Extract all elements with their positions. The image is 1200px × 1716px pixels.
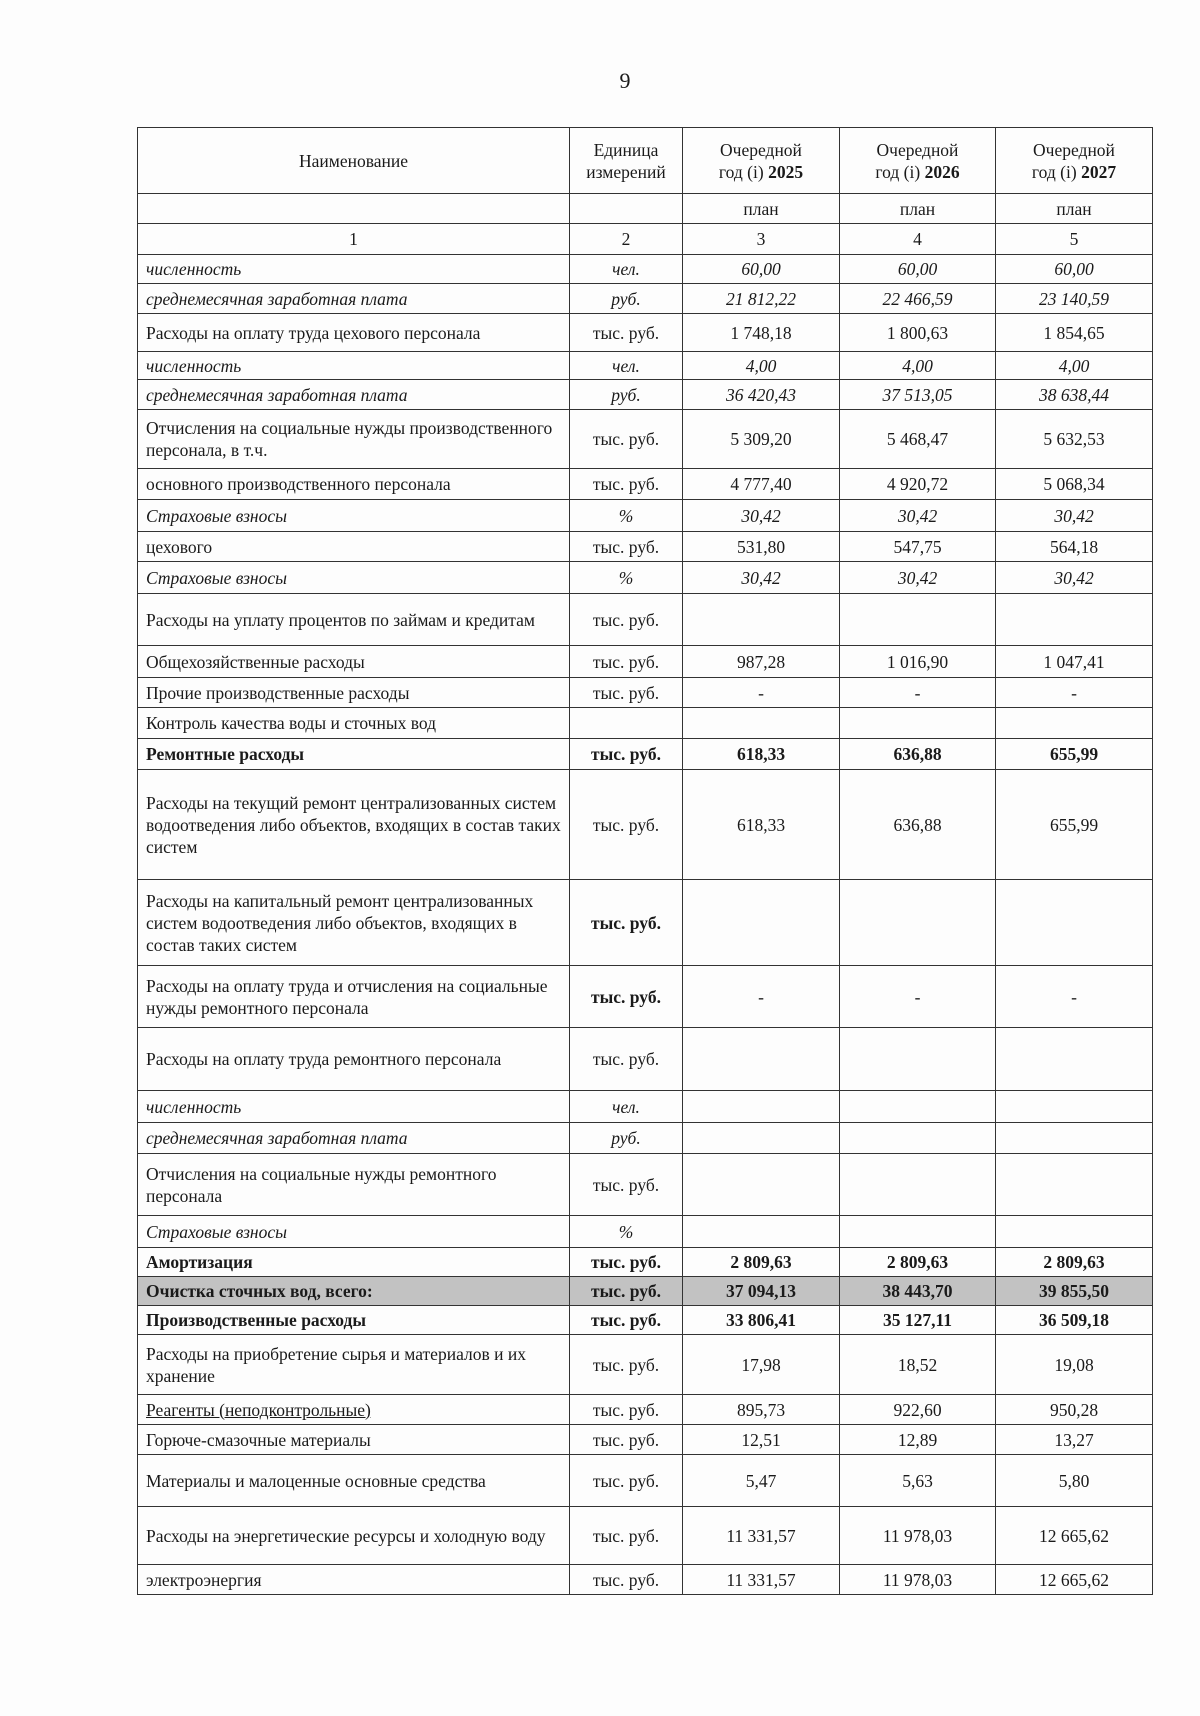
row-name: Ремонтные расходы [138,739,570,770]
row-value-2027 [996,1123,1153,1154]
row-value-2027: - [996,678,1153,708]
row-value-2025: 5,47 [683,1455,840,1507]
row-name: Производственные расходы [138,1306,570,1335]
row-value-2025: - [683,966,840,1028]
row-value-2025 [683,708,840,739]
row-name: Расходы на оплату труда ремонтного персонала [138,1028,570,1091]
row-name: среднемесячная заработная плата [138,1123,570,1154]
row-value-2026: 12,89 [840,1425,996,1455]
table-row [138,1425,1153,1455]
row-value-2026: 922,60 [840,1395,996,1425]
row-value-2027: 30,42 [996,500,1153,532]
row-value-2025 [683,880,840,966]
row-unit: тыс. руб. [570,532,683,562]
row-name: численность [138,1091,570,1123]
row-value-2026: 1 800,63 [840,314,996,352]
row-value-2027: - [996,966,1153,1028]
header-year-value: 2027 [1081,161,1117,182]
row-unit: тыс. руб. [570,678,683,708]
plan-label: план [996,194,1153,224]
column-number: 3 [683,224,840,255]
table-row [138,380,1153,410]
row-value-2026: 5 468,47 [840,410,996,469]
row-unit: тыс. руб. [570,1306,683,1335]
table-row [138,770,1153,880]
table-row [138,1091,1153,1123]
row-value-2026: - [840,678,996,708]
row-value-2026: 60,00 [840,255,996,284]
table-row [138,678,1153,708]
row-value-2027 [996,1091,1153,1123]
row-value-2027 [996,708,1153,739]
row-value-2027: 60,00 [996,255,1153,284]
row-value-2027: 655,99 [996,739,1153,770]
row-value-2025: 1 748,18 [683,314,840,352]
table-row [138,646,1153,678]
row-value-2027: 2 809,63 [996,1248,1153,1277]
row-name: среднемесячная заработная плата [138,284,570,314]
row-name: Амортизация [138,1248,570,1277]
row-value-2025: 5 309,20 [683,410,840,469]
row-value-2025: 618,33 [683,770,840,880]
header-year-value: 2026 [924,161,960,182]
row-value-2027: 12 665,62 [996,1565,1153,1595]
table-row [138,1507,1153,1565]
row-value-2025 [683,1123,840,1154]
row-name: Расходы на текущий ремонт централизованных систем водоотведения либо объектов, входящих в состав таких систем [138,770,570,880]
row-value-2027: 5 068,34 [996,469,1153,500]
row-unit: тыс. руб. [570,1425,683,1455]
row-name: среднемесячная заработная плата [138,380,570,410]
row-value-2026: 636,88 [840,739,996,770]
row-name: численность [138,352,570,380]
row-value-2027: 5 632,53 [996,410,1153,469]
row-value-2026 [840,1154,996,1216]
row-unit: тыс. руб. [570,1277,683,1306]
row-value-2027: 38 638,44 [996,380,1153,410]
row-value-2025: 2 809,63 [683,1248,840,1277]
row-unit: тыс. руб. [570,410,683,469]
column-number-row [138,224,1153,255]
row-value-2026: 38 443,70 [840,1277,996,1306]
row-unit: тыс. руб. [570,880,683,966]
header-name: Наименование [138,128,570,194]
table-row [138,1154,1153,1216]
row-value-2025: 60,00 [683,255,840,284]
row-value-2025: 11 331,57 [683,1565,840,1595]
table-row [138,739,1153,770]
header-year-label: Очередной [720,139,802,160]
row-value-2027: 39 855,50 [996,1277,1153,1306]
column-number: 5 [996,224,1153,255]
row-value-2026 [840,1123,996,1154]
header-unit [570,128,683,194]
table-row [138,594,1153,646]
table-row [138,1028,1153,1091]
row-value-2026: 11 978,03 [840,1565,996,1595]
table-row [138,1335,1153,1395]
table-row [138,284,1153,314]
row-value-2027: 13,27 [996,1425,1153,1455]
table-row [138,1455,1153,1507]
row-value-2025 [683,1154,840,1216]
row-value-2025: 12,51 [683,1425,840,1455]
row-value-2026: 22 466,59 [840,284,996,314]
table-row [138,1248,1153,1277]
row-value-2027: 36 509,18 [996,1306,1153,1335]
plan-label: план [683,194,840,224]
row-name: Страховые взносы [138,1216,570,1248]
row-unit: тыс. руб. [570,594,683,646]
row-value-2026 [840,880,996,966]
row-value-2025: - [683,678,840,708]
row-value-2026: 2 809,63 [840,1248,996,1277]
row-unit: чел. [570,352,683,380]
row-value-2025 [683,1091,840,1123]
row-value-2025: 4,00 [683,352,840,380]
row-unit: тыс. руб. [570,739,683,770]
row-unit: % [570,1216,683,1248]
table-row [138,1277,1153,1306]
plan-label: план [840,194,996,224]
row-value-2026 [840,708,996,739]
row-value-2025: 30,42 [683,500,840,532]
row-value-2027 [996,594,1153,646]
page-number: 9 [619,68,631,93]
row-unit: чел. [570,1091,683,1123]
row-value-2027 [996,880,1153,966]
row-value-2025 [683,1028,840,1091]
column-number: 1 [138,224,570,255]
header-year-2025 [683,128,840,194]
row-name: основного производственного персонала [138,469,570,500]
row-name: Расходы на приобретение сырья и материалов и их хранение [138,1335,570,1395]
plan-row [138,194,1153,224]
row-unit: % [570,562,683,594]
row-value-2027: 564,18 [996,532,1153,562]
header-year-2026 [840,128,996,194]
table-row [138,500,1153,532]
header-year-prefix: год (i) [1031,161,1077,182]
table-row [138,255,1153,284]
row-unit: тыс. руб. [570,469,683,500]
row-value-2026: 636,88 [840,770,996,880]
row-value-2026: 30,42 [840,562,996,594]
header-year-label: Очередной [876,139,959,160]
row-unit: тыс. руб. [570,1028,683,1091]
table-row [138,1395,1153,1425]
row-value-2026: 35 127,11 [840,1306,996,1335]
plan-empty-cell [570,194,683,224]
row-name: Реагенты (неподконтрольные) [138,1395,570,1425]
row-value-2025: 987,28 [683,646,840,678]
row-value-2026: 30,42 [840,500,996,532]
header-year-prefix: год (i) [875,161,921,182]
row-unit: руб. [570,1123,683,1154]
row-value-2026 [840,1091,996,1123]
row-unit: тыс. руб. [570,314,683,352]
row-name: Расходы на капитальный ремонт централизованных систем водоотведения либо объектов, входящих в состав таких систем [138,880,570,966]
row-name: Контроль качества воды и сточных вод [138,708,570,739]
column-number: 2 [570,224,683,255]
row-value-2027 [996,1216,1153,1248]
row-name: Расходы на оплату труда и отчисления на социальные нужды ремонтного персонала [138,966,570,1028]
row-value-2027 [996,1154,1153,1216]
row-unit: тыс. руб. [570,1455,683,1507]
row-name: Прочие производственные расходы [138,678,570,708]
table-row [138,1565,1153,1595]
plan-empty-cell [138,194,570,224]
row-name: Расходы на уплату процентов по займам и кредитам [138,594,570,646]
row-value-2025: 11 331,57 [683,1507,840,1565]
row-value-2025: 895,73 [683,1395,840,1425]
row-name: цехового [138,532,570,562]
row-unit: тыс. руб. [570,1335,683,1395]
row-value-2026 [840,1216,996,1248]
row-value-2025: 36 420,43 [683,380,840,410]
row-name: Страховые взносы [138,500,570,532]
row-name: электроэнергия [138,1565,570,1595]
table-row [138,1123,1153,1154]
row-value-2027: 30,42 [996,562,1153,594]
table-row [138,1216,1153,1248]
row-value-2027: 12 665,62 [996,1507,1153,1565]
row-value-2027: 4,00 [996,352,1153,380]
row-unit: тыс. руб. [570,646,683,678]
row-unit: руб. [570,380,683,410]
table-row [138,469,1153,500]
table-row [138,532,1153,562]
row-unit: тыс. руб. [570,1248,683,1277]
table-row [138,562,1153,594]
table-row [138,708,1153,739]
table-row [138,966,1153,1028]
row-name: Материалы и малоценные основные средства [138,1455,570,1507]
row-value-2025: 33 806,41 [683,1306,840,1335]
header-unit-line2: измерений [586,161,666,182]
row-value-2025: 30,42 [683,562,840,594]
row-name: Отчисления на социальные нужды ремонтного персонала [138,1154,570,1216]
table-row [138,352,1153,380]
row-value-2025 [683,1216,840,1248]
table-row [138,1306,1153,1335]
row-name: Очистка сточных вод, всего: [138,1277,570,1306]
row-value-2026: 4 920,72 [840,469,996,500]
row-value-2025: 531,80 [683,532,840,562]
row-unit: тыс. руб. [570,770,683,880]
row-value-2026 [840,1028,996,1091]
row-value-2027: 1 854,65 [996,314,1153,352]
row-name: Отчисления на социальные нужды производственного персонала, в т.ч. [138,410,570,469]
row-unit: тыс. руб. [570,1154,683,1216]
row-value-2026: 5,63 [840,1455,996,1507]
row-unit: руб. [570,284,683,314]
header-year-prefix: год (i) [718,161,764,182]
table-row [138,880,1153,966]
row-value-2025: 4 777,40 [683,469,840,500]
row-name: Общехозяйственные расходы [138,646,570,678]
row-unit [570,708,683,739]
row-value-2026: 11 978,03 [840,1507,996,1565]
table-row [138,410,1153,469]
row-value-2027: 19,08 [996,1335,1153,1395]
row-name: Горюче-смазочные материалы [138,1425,570,1455]
row-value-2027: 5,80 [996,1455,1153,1507]
row-name: Расходы на оплату труда цехового персонала [138,314,570,352]
row-value-2026 [840,594,996,646]
row-value-2026: 547,75 [840,532,996,562]
row-name: численность [138,255,570,284]
row-value-2025 [683,594,840,646]
row-value-2026: - [840,966,996,1028]
row-value-2025: 37 094,13 [683,1277,840,1306]
header-year-value: 2025 [768,161,804,182]
row-value-2026: 37 513,05 [840,380,996,410]
column-number: 4 [840,224,996,255]
row-value-2026: 18,52 [840,1335,996,1395]
row-name: Страховые взносы [138,562,570,594]
header-row [138,128,1153,194]
row-value-2027 [996,1028,1153,1091]
row-unit: % [570,500,683,532]
row-unit: чел. [570,255,683,284]
row-value-2027: 655,99 [996,770,1153,880]
row-value-2027: 1 047,41 [996,646,1153,678]
row-unit: тыс. руб. [570,1507,683,1565]
row-value-2027: 23 140,59 [996,284,1153,314]
row-name: Расходы на энергетические ресурсы и холодную воду [138,1507,570,1565]
row-value-2026: 1 016,90 [840,646,996,678]
header-unit-line1: Единица [593,139,659,160]
row-unit: тыс. руб. [570,1395,683,1425]
row-value-2025: 17,98 [683,1335,840,1395]
row-value-2027: 950,28 [996,1395,1153,1425]
row-value-2025: 21 812,22 [683,284,840,314]
row-unit: тыс. руб. [570,966,683,1028]
header-year-label: Очередной [1033,139,1115,160]
row-unit: тыс. руб. [570,1565,683,1595]
cost-table [137,127,1153,1595]
row-value-2025: 618,33 [683,739,840,770]
row-value-2026: 4,00 [840,352,996,380]
header-year-2027 [996,128,1153,194]
table-row [138,314,1153,352]
